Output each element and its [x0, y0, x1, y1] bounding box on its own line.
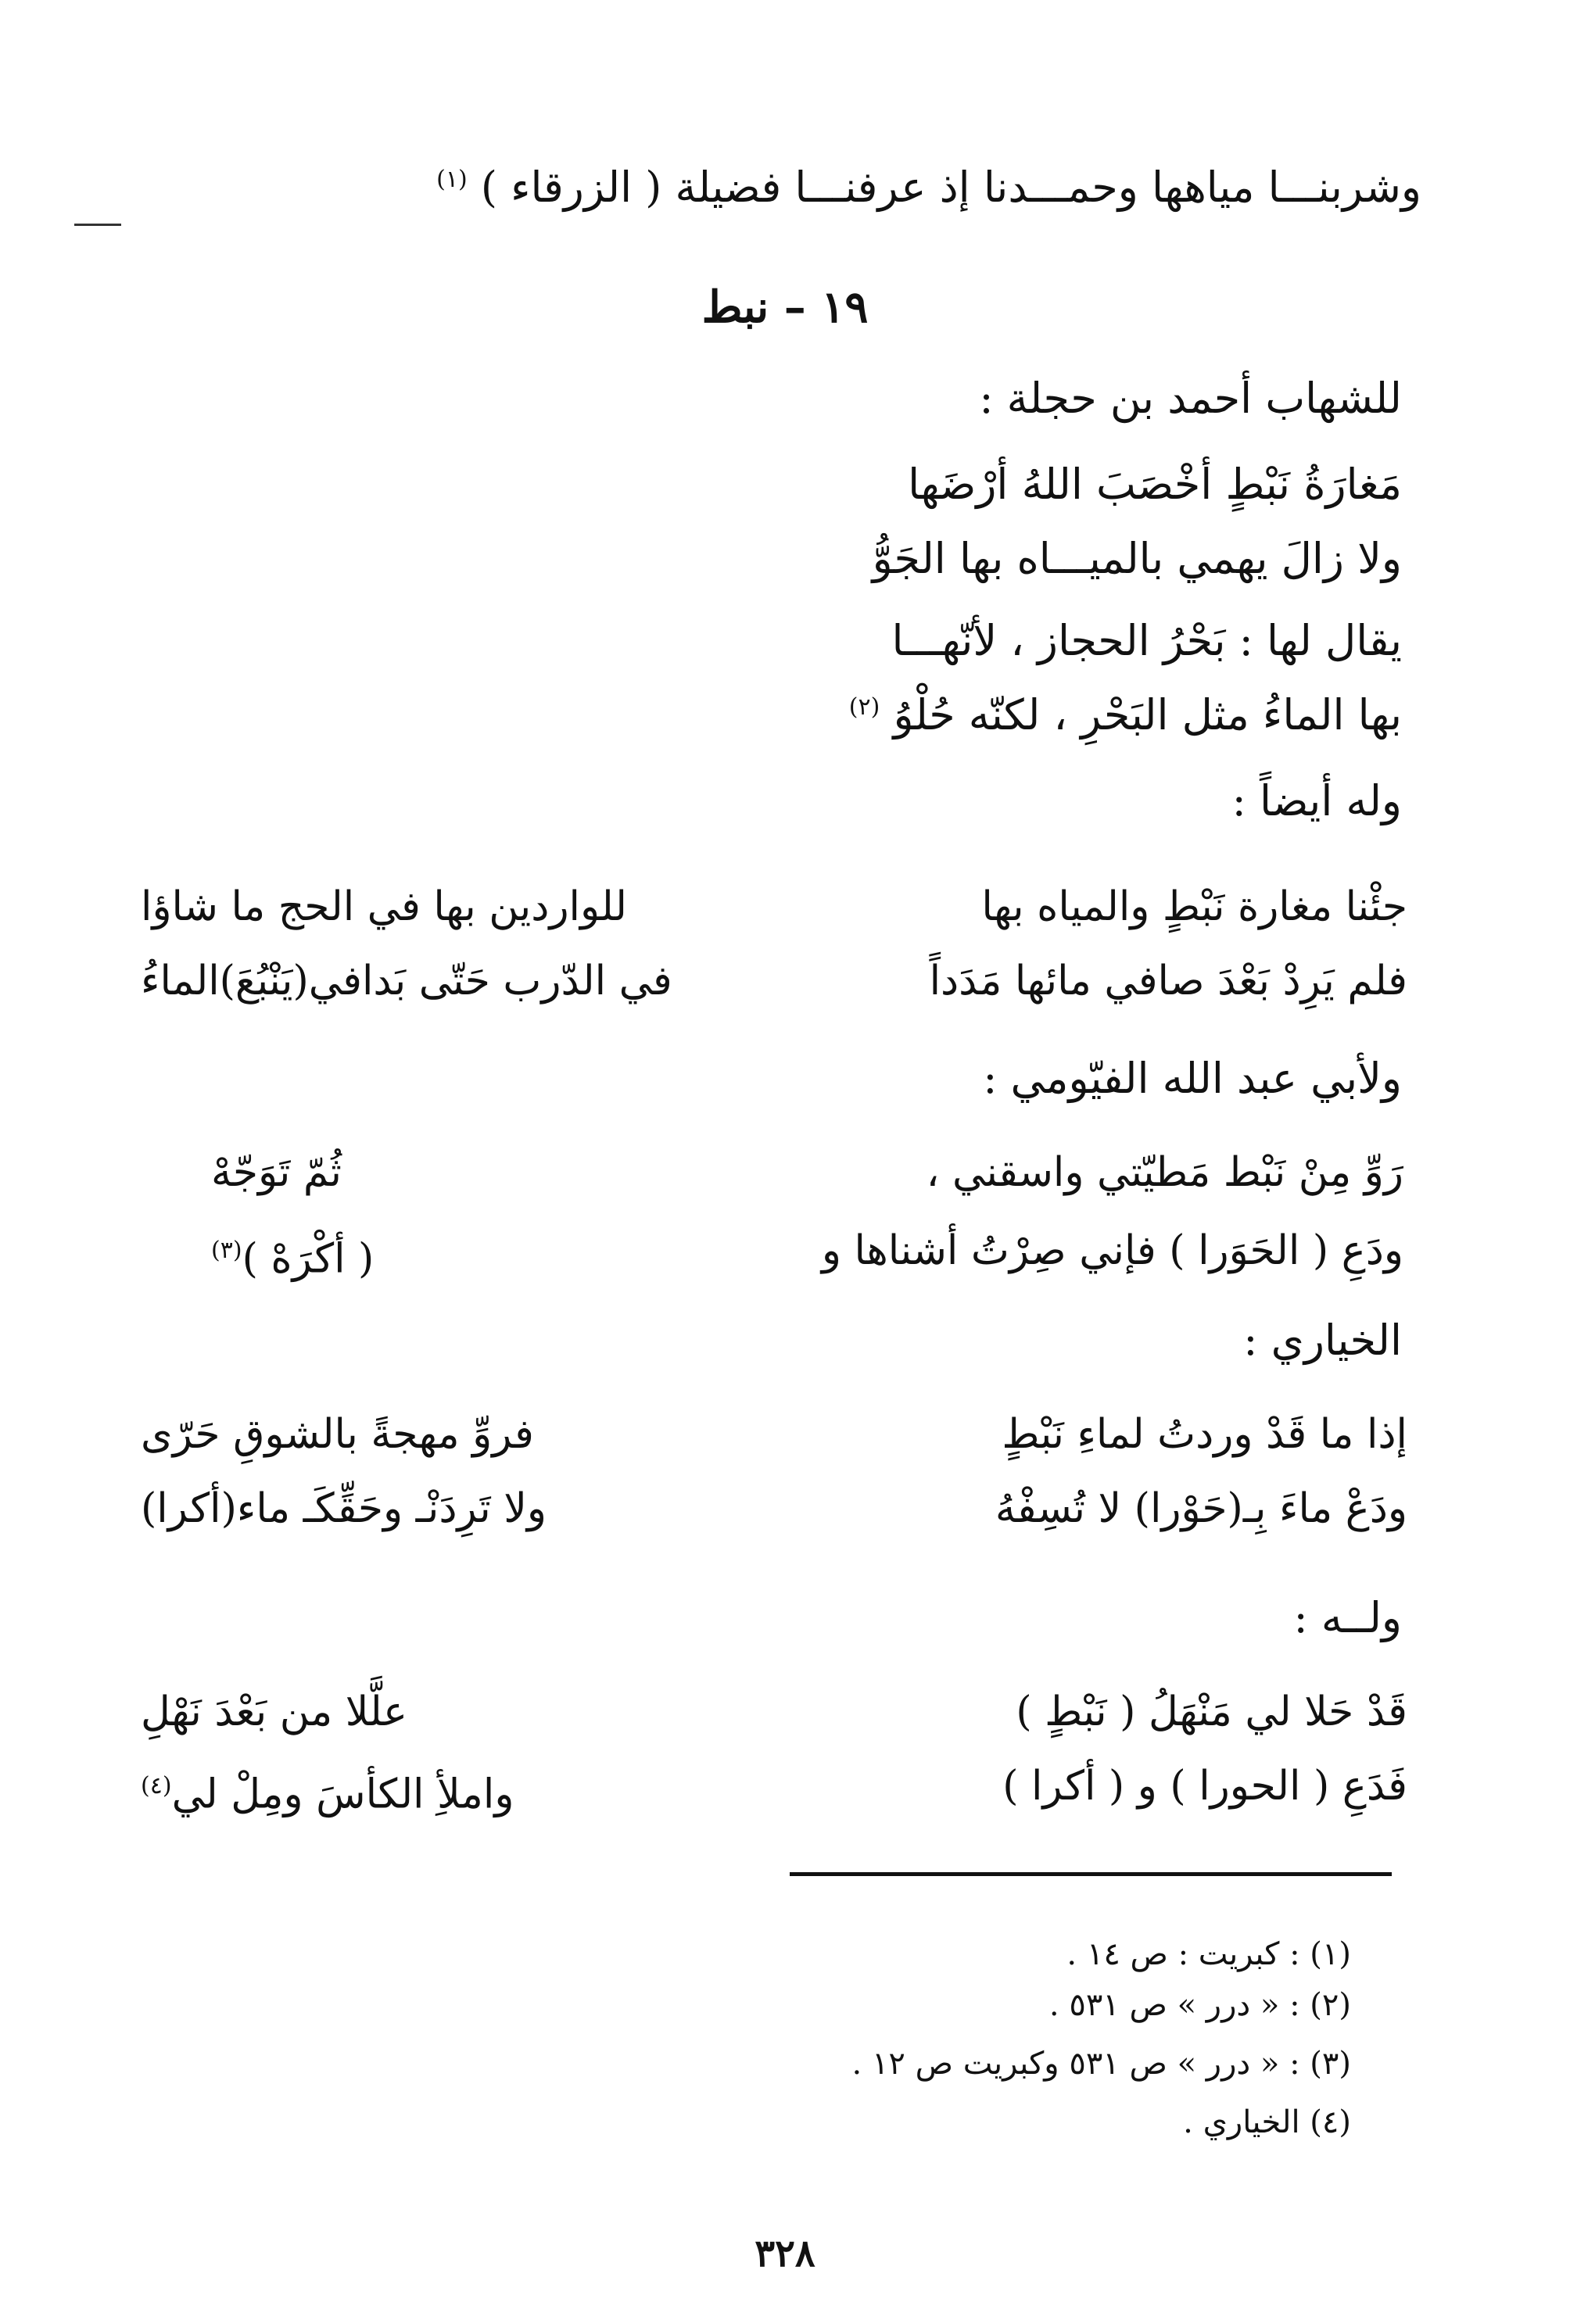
hemistich-left — [141, 1755, 514, 1825]
section-intro: ولأبي عبد الله الفيّومي : — [983, 1054, 1402, 1103]
hemistich-right: إذا ما قَدْ وردتُ لماءِ نَبْطٍ — [1002, 1411, 1407, 1458]
verse-couplet — [211, 1219, 1403, 1282]
poem-line-text: بها الماءُ مثل البَحْرِ ، لكنّه حُلْوُ — [893, 690, 1402, 739]
footnote-separator — [790, 1872, 1392, 1876]
hemistich-right: فَدَعِ ( الحورا ) و ( أكرا ) — [1002, 1763, 1407, 1810]
page-number: ٣٢٨ — [755, 2232, 815, 2276]
hemistich-left-text: ( أكْرَهْ ) — [242, 1235, 375, 1283]
section-intro: ولــه : — [1293, 1593, 1402, 1642]
footnote: (١) : كبريت : ص ١٤ . — [1066, 1936, 1351, 1972]
hemistich-left: ولا تَرِدَنْـ وحَقِّكَـ ماء(أكرا) — [141, 1485, 547, 1532]
hemistich-right: جئْنا مغارة نَبْطٍ والمياه بها — [981, 883, 1407, 930]
footnote-marker: (٣) — [211, 1237, 242, 1264]
section-intro: وله أيضاً : — [1231, 776, 1402, 825]
hemistich-left: ثُمّ تَوَجّهْ — [211, 1149, 342, 1196]
verse-couplet — [141, 876, 1407, 938]
hemistich-left: في الدّرب حَتّى بَدافي(يَنْبُعَ)الماءُ — [141, 958, 672, 1004]
verse-couplet — [211, 1141, 1403, 1204]
hemistich-right: رَوِّ مِنْ نَبْط مَطيّتي واسقني ، — [926, 1149, 1403, 1196]
poem-line: ولا زالَ يهمي بالميـــاه بها الجَوُّ — [872, 534, 1402, 583]
footnote: (٣) : « درر » ص ٥٣١ وكبريت ص ١٢ . — [851, 2046, 1351, 2082]
footnote-marker: (٤) — [141, 1772, 172, 1799]
verse-couplet — [141, 1403, 1407, 1466]
top-verse-line — [436, 160, 1421, 215]
footnote-marker: (١) — [436, 166, 468, 193]
hemistich-right: قَدْ حَلا لي مَنْهَلُ ( نَبْطٍ ) — [1016, 1688, 1407, 1735]
hemistich-right: ودَعِ ( الحَوَرا ) فإني صِرْتُ أشناها و — [821, 1227, 1403, 1274]
margin-dash — [74, 224, 121, 226]
verse-couplet — [141, 1477, 1407, 1540]
poem-line — [849, 688, 1402, 743]
hemistich-left: للواردين بها في الحج ما شاؤا — [141, 883, 627, 930]
poem-line: مَغارَةُ نَبْطٍ أخْصَبَ اللهُ أرْضَها — [908, 460, 1402, 509]
top-verse-text: وشربنـــا مياهها وحمـــدنا إذ عرفنـــا فضيلة ( الزرقاء ) — [480, 163, 1421, 212]
hemistich-right: ودَعْ ماءَ بِـ(حَوْرا) لا تُسِفْهُ — [995, 1485, 1407, 1532]
hemistich-left — [211, 1219, 374, 1290]
section-intro: الخياري : — [1243, 1316, 1402, 1365]
hemistich-left: فروِّ مهجةً بالشوقِ حَرّى — [141, 1411, 534, 1458]
section-intro: للشهاب أحمد بن حجلة : — [979, 374, 1402, 423]
footnote: (٢) : « درر » ص ٥٣١ . — [1048, 1987, 1351, 2023]
hemistich-left-text: واملأِ الكأسَ ومِلْ لي — [171, 1771, 514, 1818]
verse-couplet — [141, 950, 1407, 1012]
verse-couplet — [141, 1755, 1407, 1817]
poem-line: يقال لها : بَحْرُ الحجاز ، لأنّهـــا — [891, 616, 1402, 665]
hemistich-left: علَّلا من بَعْدَ نَهْلِ — [141, 1688, 407, 1735]
verse-couplet — [141, 1681, 1407, 1743]
hemistich-right: فلم يَرِدْ بَعْدَ صافي مائها مَدَداً — [929, 958, 1407, 1004]
footnote-marker: (٢) — [848, 693, 880, 721]
footnote: (٤) الخياري . — [1183, 2104, 1351, 2140]
section-heading: ١٩ – نبط — [701, 281, 869, 333]
